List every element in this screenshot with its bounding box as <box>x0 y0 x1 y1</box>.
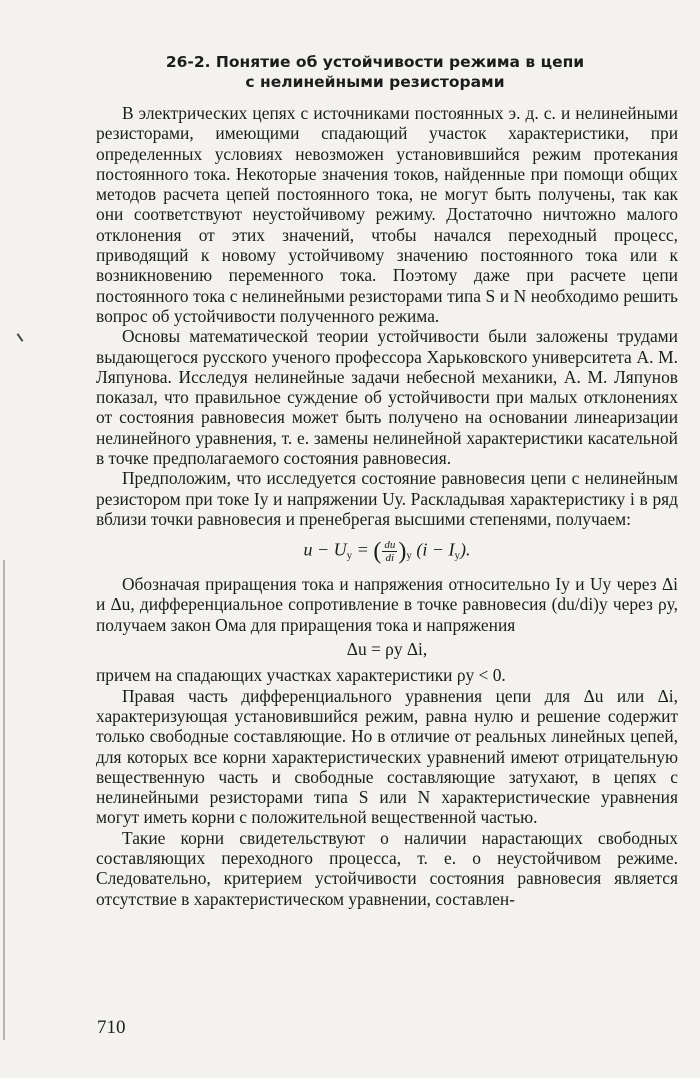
paragraph: Основы математической теории устойчивости были заложены трудами выдающегося русского ученого профессора Харьковского университета А. М. Ляпунова. Исследуя нелинейные задачи небесной механики, А. М. Ляпунов показал, что правильное суждение об устойчивости при малых отклонениях от состояния равновесия может быть получено на основании линеаризации нелинейного уравнения, т. е. замены нелинейной характеристики касательной в точке предполагаемого состояния равновесия. <box>96 326 678 469</box>
paragraph: Предположим, что исследуется состояние равновесия цепи с нелинейным резистором при токе Iу и напряжении Uу. Раскладывая характеристику i в ряд вблизи точки равновесия и пренебрегая высшими степенями, получаем: <box>96 468 678 529</box>
eq-sign: = <box>352 539 374 560</box>
eq-rhs-sub: у <box>454 549 460 562</box>
paragraph: В электрических цепях с источниками постоянных э. д. с. и нелинейными резисторами, имеющими спадающий участок характеристики, при определенных условиях невозможен установившийся режим протекания постоянного тока. Некоторые значения токов, найденные при помощи общих методов расчета цепей постоянного тока, не могут быть получены, так как они соответствуют неустойчивому режиму. Достаточно ничтожно малого отклонения от этих значений, чтобы начался переходный процесс, приводящий к новому устойчивому значению постоянного тока или к возникновению переменного тока. Поэтому даже при расчете цепи постоянного тока с нелинейными резисторами типа S и N необходимо решить вопрос об устойчивости полученного режима. <box>96 103 678 326</box>
eq-sub: у <box>346 549 353 562</box>
eq-rhs-close: ). <box>459 539 471 560</box>
paragraph: Правая часть дифференциального уравнения цепи для Δu или Δi, характеризующая установившийся режим, равна нулю и решение содержит только свободные составляющие. Но в отличие от реальных линейных цепей, для которых все корни характеристических уравнений имеют отрицательную вещественную часть и свободные составляющие затухают, в цепях с нелинейными резисторами типа S или N характеристические уравнения могут иметь корни с положительной вещественной частью. <box>96 685 678 828</box>
eq-close-paren: ) <box>398 538 407 565</box>
paragraph: причем на спадающих участках характеристики ρу < 0. <box>96 665 506 686</box>
body-text <box>96 103 678 909</box>
equation-ohm-increment: Δu = ρу Δi, <box>346 639 428 660</box>
eq-lhs: u − U <box>303 539 347 560</box>
eq-open-paren: ( <box>373 538 382 565</box>
eq-numerator: du <box>384 539 396 552</box>
paragraph: Такие корни свидетельствуют о наличии нарастающих свободных составляющих переходного процесса, т. е. о неустойчивом режиме. Следовательно, критерием устойчивости состояния равновесия является отсутствие в характеристическом уравнении, составлен- <box>96 827 678 909</box>
eq-rhs: (i − I <box>416 539 455 560</box>
section-heading-subtitle: с нелинейными резисторами <box>245 73 505 91</box>
eq-sub-derivative: у <box>406 549 412 562</box>
paragraph: Обозначая приращения тока и напряжения относительно Iу и Uу через Δi и Δu, дифференциальное сопротивление в точке равновесия (du/di)у через ρу, получаем закон Ома для приращения тока и напряжения <box>96 574 678 635</box>
eq-derivative <box>382 539 397 564</box>
section-heading: 26-2. Понятие об устойчивости режима в цепи <box>165 53 585 71</box>
page-number: 710 <box>97 1017 126 1038</box>
scan-speck <box>17 333 24 342</box>
eq-denominator: di <box>385 552 395 565</box>
scan-margin-shadow <box>3 560 5 1040</box>
equation-linearization <box>96 539 678 566</box>
